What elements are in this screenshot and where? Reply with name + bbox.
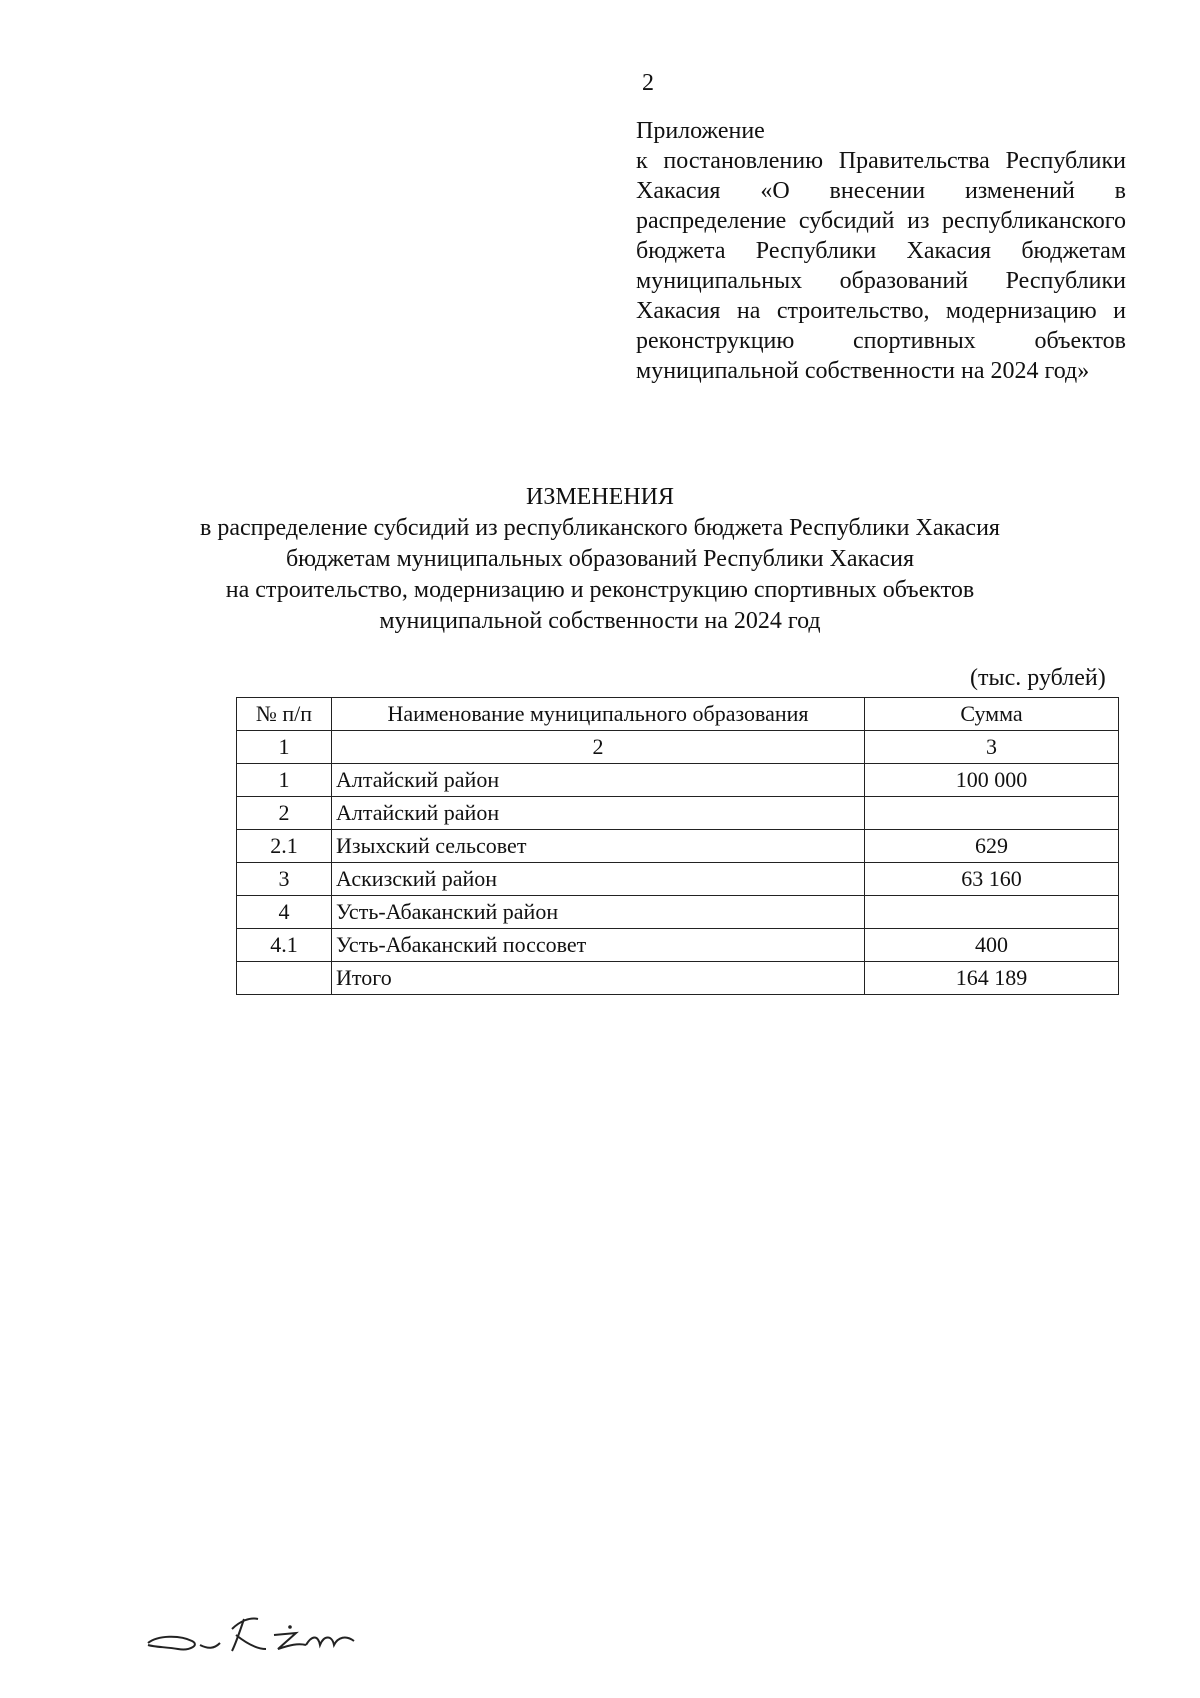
row-sum: 63 160	[865, 863, 1119, 896]
column-number-1: 1	[237, 731, 332, 764]
row-number: 4.1	[237, 929, 332, 962]
row-sum: 100 000	[865, 764, 1119, 797]
row-number: 3	[237, 863, 332, 896]
row-sum: 400	[865, 929, 1119, 962]
header-sum: Сумма	[865, 698, 1119, 731]
units-label: (тыс. рублей)	[970, 665, 1106, 691]
row-name: Аскизский район	[332, 863, 865, 896]
row-sum	[865, 797, 1119, 830]
appendix-text: к постановлению Правительства Республики Хакасия «О внесении изменений в распределение субсидий из республиканского бюджета Республики Хакасия бюджетам муниципальных образований Республики Хакасия на строительство, модернизацию и реконструкцию спортивных объектов муниципальной собственности на 2024 год»	[636, 148, 1126, 384]
column-number-row	[237, 731, 1119, 764]
header-number: № п/п	[237, 698, 332, 731]
document-subtitle: в распределение субсидий из республиканского бюджета Республики Хакасия бюджетам муниципальных образований Республики Хакасия на строительство, модернизацию и реконструкцию спортивных объектов муниципальной собственности на 2024 год	[200, 515, 1000, 634]
row-name: Итого	[332, 962, 865, 995]
row-number: 2.1	[237, 830, 332, 863]
document-title: ИЗМЕНЕНИЯ	[525, 484, 675, 510]
row-number: 1	[237, 764, 332, 797]
document-title-block	[150, 482, 1050, 637]
header-name: Наименование муниципального образования	[332, 698, 865, 731]
appendix-block	[636, 116, 1126, 386]
row-number	[237, 962, 332, 995]
table-row	[237, 863, 1119, 896]
column-number-3: 3	[865, 731, 1119, 764]
page-number: 2	[642, 70, 654, 96]
row-name: Усть-Абаканский район	[332, 896, 865, 929]
row-sum: 164 189	[865, 962, 1119, 995]
table-row	[237, 929, 1119, 962]
row-number: 2	[237, 797, 332, 830]
appendix-heading: Приложение	[636, 118, 765, 144]
subsidy-table	[236, 697, 1119, 995]
row-name: Алтайский район	[332, 797, 865, 830]
handwritten-signature	[140, 1605, 420, 1665]
row-sum	[865, 896, 1119, 929]
table-row	[237, 764, 1119, 797]
table-header-row	[237, 698, 1119, 731]
table-row	[237, 797, 1119, 830]
row-name: Усть-Абаканский поссовет	[332, 929, 865, 962]
row-name: Алтайский район	[332, 764, 865, 797]
row-name: Изыхский сельсовет	[332, 830, 865, 863]
row-number: 4	[237, 896, 332, 929]
row-sum: 629	[865, 830, 1119, 863]
column-number-2: 2	[332, 731, 865, 764]
table-row	[237, 830, 1119, 863]
total-row	[237, 962, 1119, 995]
table-row	[237, 896, 1119, 929]
